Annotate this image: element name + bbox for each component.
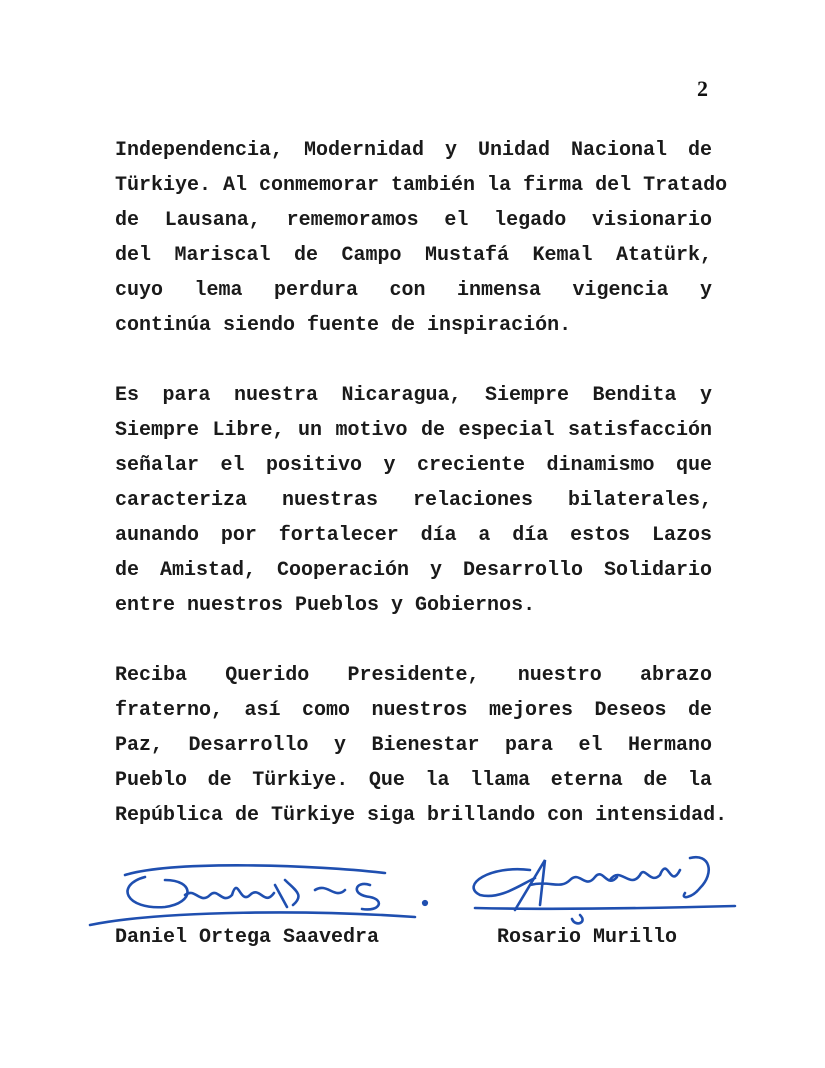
text-line: señalar el positivo y creciente dinamismo que: [115, 454, 712, 477]
text-line: de Amistad, Cooperación y Desarrollo Solidario: [115, 559, 712, 582]
text-line: cuyo lema perdura con inmensa vigencia y: [115, 279, 712, 302]
text-line: de Lausana, rememoramos el legado visionario: [115, 209, 712, 232]
signature-rosario-murillo: [460, 840, 750, 935]
paragraph-1: [115, 139, 728, 349]
text-line: caracteriza nuestras relaciones bilaterales,: [115, 489, 712, 512]
signatory-name: Rosario Murillo: [497, 926, 678, 949]
text-line: Paz, Desarrollo y Bienestar para el Hermano: [115, 734, 712, 757]
text-line: fraterno, así como nuestros mejores Deseos de: [115, 699, 712, 722]
text-line: entre nuestros Pueblos y Gobiernos.: [115, 594, 536, 617]
page-number: 2: [697, 76, 708, 101]
paragraph-2: [115, 384, 712, 629]
text-line: República de Türkiye siga brillando con intensidad.: [115, 804, 728, 827]
text-line: continúa siendo fuente de inspiración.: [115, 314, 572, 337]
signatory-name: Daniel Ortega Saavedra: [115, 926, 380, 949]
text-line: Independencia, Modernidad y Unidad Nacional de: [115, 139, 712, 162]
signature-daniel-ortega: [85, 855, 445, 935]
text-line: Türkiye. Al conmemorar también la firma del Tratado: [115, 174, 728, 197]
text-line: Siempre Libre, un motivo de especial satisfacción: [115, 419, 712, 442]
text-line: Pueblo de Türkiye. Que la llama eterna de la: [115, 769, 712, 792]
text-line: Es para nuestra Nicaragua, Siempre Bendita y: [115, 384, 712, 407]
text-line: Reciba Querido Presidente, nuestro abrazo: [115, 664, 712, 687]
text-line: aunando por fortalecer día a día estos Lazos: [115, 524, 712, 547]
paragraph-3: [115, 664, 728, 839]
text-line: del Mariscal de Campo Mustafá Kemal Atatürk,: [115, 244, 712, 267]
